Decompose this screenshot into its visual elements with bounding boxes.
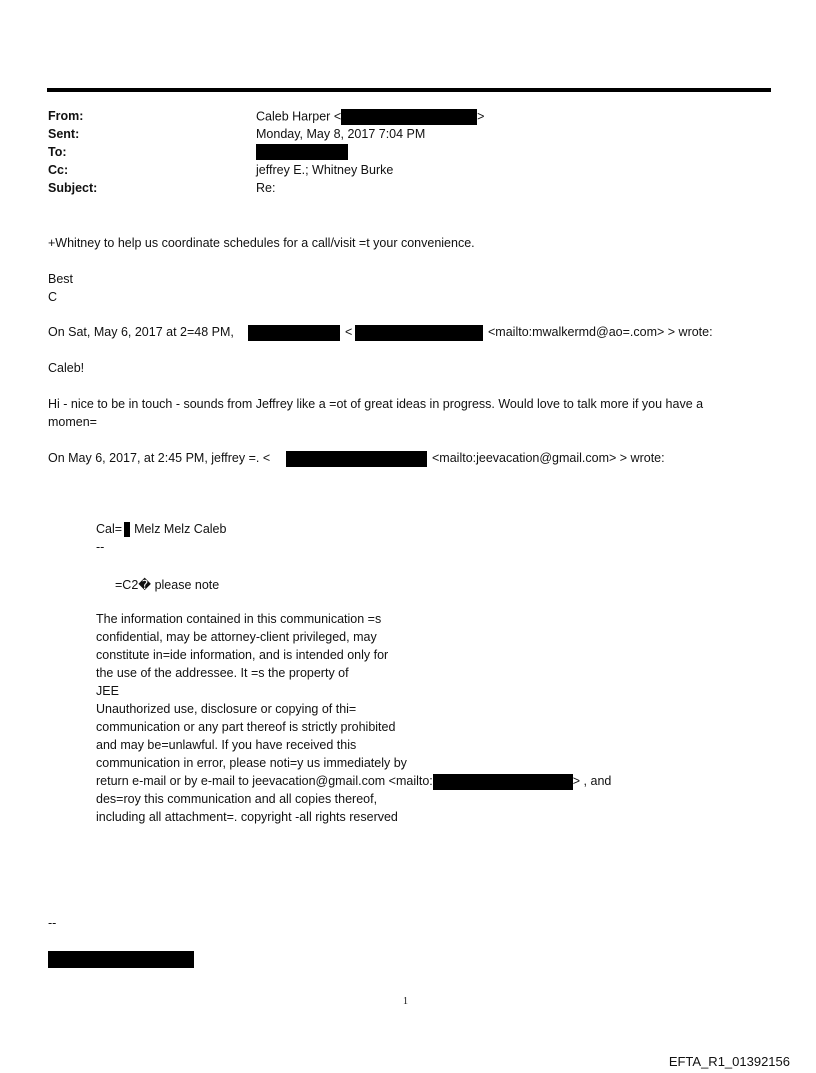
- disclaimer-line: communication or any part thereof is strictly prohibited: [96, 720, 396, 734]
- quote1-lt: <: [345, 325, 353, 339]
- disclaimer-mailto-prefix: return e-mail or by e-mail to jeevacation@gmail.com <mailto:: [96, 774, 433, 788]
- signature-dashes: --: [48, 916, 57, 930]
- quote1-header-suffix: <mailto:mwalkermd@ao=.com> > wrote:: [488, 325, 713, 339]
- quote1-header-prefix: On Sat, May 6, 2017 at 2=48 PM,: [48, 325, 234, 339]
- disclaimer-line: communication in error, please noti=y us immediately by: [96, 756, 407, 770]
- cc-value: jeffrey E.; Whitney Burke: [256, 163, 394, 177]
- redaction-block: [48, 951, 194, 968]
- sent-value: Monday, May 8, 2017 7:04 PM: [256, 127, 426, 141]
- please-note: =C2� please note: [115, 578, 220, 592]
- document-id: EFTA_R1_01392156: [668, 1054, 790, 1069]
- disclaimer-line: The information contained in this communication =s: [96, 612, 382, 626]
- from-value: [256, 109, 484, 125]
- inner-line1: [96, 522, 226, 537]
- disclaimer-line: including all attachment=. copyright -all rights reserved: [96, 810, 398, 824]
- body-best: Best: [48, 272, 74, 286]
- redaction-block: [124, 522, 130, 537]
- inner-line1-prefix: Cal=: [96, 522, 123, 536]
- inner-line1-suffix: Melz Melz Caleb: [134, 522, 227, 536]
- inner-dashes: --: [96, 540, 105, 554]
- disclaimer-line: Unauthorized use, disclosure or copying of thi=: [96, 702, 357, 716]
- cc-label: Cc:: [48, 163, 69, 177]
- redaction-block: [256, 144, 348, 160]
- to-value: [256, 144, 348, 160]
- body-paragraph-line2: momen=: [48, 415, 97, 429]
- body-paragraph-line1: Hi - nice to be in touch - sounds from Jeffrey like a =ot of great ideas in progress. Would love to talk more if you have a: [48, 397, 704, 411]
- confidentiality-disclaimer: [96, 610, 656, 826]
- quote2-header-suffix: <mailto:jeevacation@gmail.com> > wrote:: [432, 451, 665, 465]
- body-initial: C: [48, 290, 58, 304]
- redaction-block: [355, 325, 483, 341]
- body-intro: +Whitney to help us coordinate schedules for a call/visit =t your convenience.: [48, 236, 475, 250]
- disclaimer-line: the use of the addressee. It =s the property of: [96, 666, 349, 680]
- to-label: To:: [48, 145, 67, 159]
- redaction-block: [341, 109, 477, 125]
- from-label: From:: [48, 109, 84, 123]
- sent-label: Sent:: [48, 127, 80, 141]
- from-name: Caleb Harper <: [256, 109, 342, 124]
- disclaimer-line: confidential, may be attorney-client privileged, may: [96, 630, 377, 644]
- from-bracket: >: [477, 109, 485, 124]
- subject-value: Re:: [256, 181, 276, 195]
- disclaimer-line: and may be=unlawful. If you have received this: [96, 738, 357, 752]
- header-rule: [47, 88, 771, 92]
- redaction-block: [248, 325, 340, 341]
- disclaimer-mailto-line: [96, 772, 656, 790]
- redaction-block: [433, 774, 573, 790]
- subject-label: Subject:: [48, 181, 98, 195]
- redaction-block: [286, 451, 427, 467]
- disclaimer-line: JEE: [96, 684, 119, 698]
- page-number: 1: [403, 996, 408, 1007]
- body-greeting: Caleb!: [48, 361, 85, 375]
- disclaimer-line: des=roy this communication and all copies thereof,: [96, 792, 378, 806]
- disclaimer-line: constitute in=ide information, and is intended only for: [96, 648, 389, 662]
- disclaimer-mailto-suffix: > , and: [572, 774, 612, 788]
- quote2-header-prefix: On May 6, 2017, at 2:45 PM, jeffrey =. <: [48, 451, 271, 465]
